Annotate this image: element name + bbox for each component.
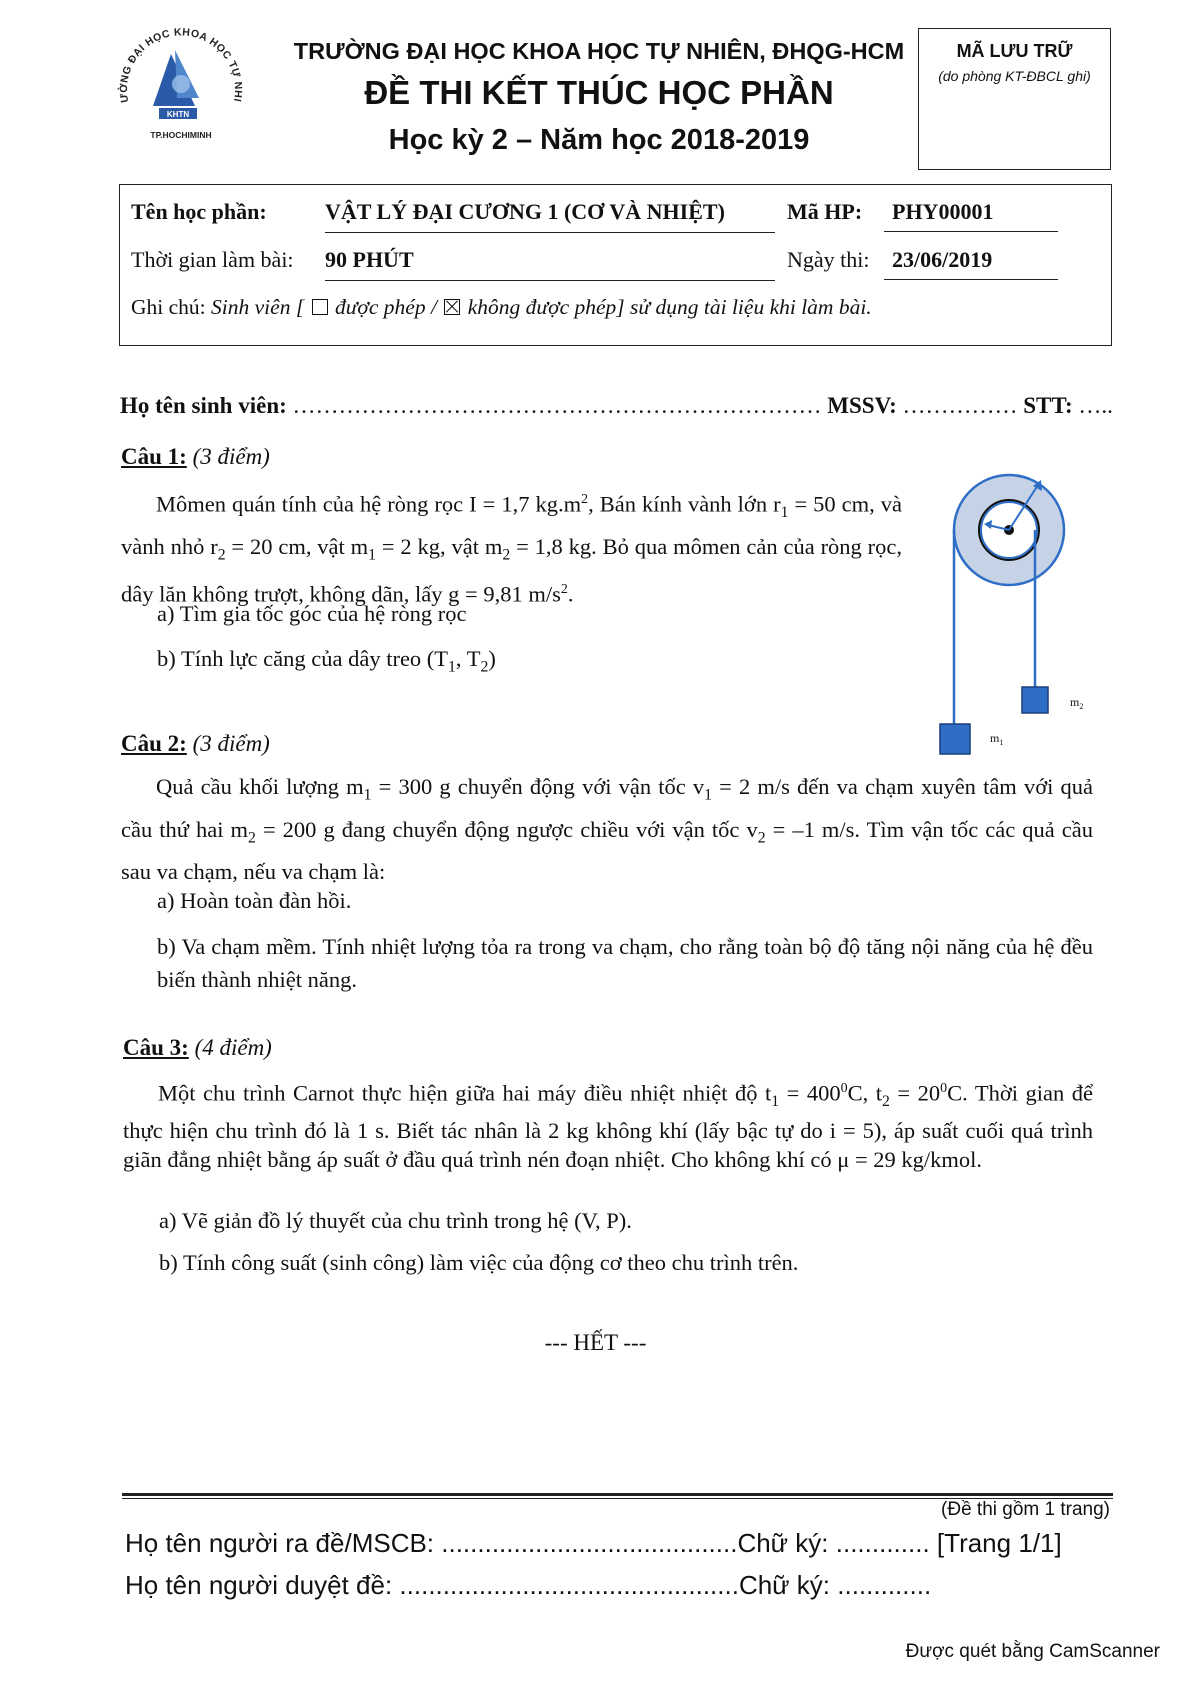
question-3-item-b: b) Tính công suất (sinh công) làm việc của động cơ theo chu trình trên. [159, 1250, 799, 1275]
course-code-value: PHY00001 [884, 199, 1058, 232]
course-label: Tên học phần: [131, 199, 267, 224]
student-id-dots: …………… [902, 393, 1018, 418]
question-1-points: (3 điểm) [192, 444, 270, 469]
date-value: 23/06/2019 [884, 247, 1058, 280]
material-note [131, 295, 872, 320]
archive-note: (do phòng KT-ĐBCL ghi) [938, 68, 1091, 84]
label-m2: $m_2$ [1070, 695, 1084, 711]
mass-m2 [1022, 687, 1048, 713]
question-3-points: (4 điểm) [194, 1035, 272, 1060]
reviewer-line [125, 1570, 931, 1601]
course-info-box [119, 184, 1112, 346]
question-1-item-b: b) Tính lực căng của dây treo ($T_1$, $T_2$) [157, 646, 496, 676]
student-order-label: STT: [1023, 393, 1073, 418]
question-2-number: Câu 2: [121, 731, 187, 756]
footer-rule [122, 1493, 1113, 1496]
note-allowed: được phép / [334, 295, 437, 319]
note-label: Ghi chú: [131, 295, 206, 319]
student-name-label: Họ tên sinh viên: [120, 393, 287, 418]
archive-box [918, 28, 1111, 170]
student-id-label: MSSV: [827, 393, 897, 418]
author-dots: ......................................... [441, 1528, 738, 1558]
reviewer-sign-label: Chữ ký: [738, 1570, 831, 1600]
reviewer-sign-dots: ............. [837, 1570, 932, 1600]
checkbox-not-allowed-icon [444, 299, 460, 315]
course-value: VẬT LÝ ĐẠI CƯƠNG 1 (CƠ VÀ NHIỆT) [325, 199, 775, 233]
university-name: TRƯỜNG ĐẠI HỌC KHOA HỌC TỰ NHIÊN, ĐHQG-HCM [293, 38, 905, 64]
exam-title: ĐỀ THI KẾT THÚC HỌC PHẦN [364, 74, 834, 111]
note-suffix: ] sử dụng tài liệu khi làm bài. [616, 295, 872, 319]
logo-badge: KHTN [166, 110, 190, 119]
student-name-dots: …………………………………………………………… [292, 393, 822, 418]
question-2-stem: Quả cầu khối lượng $m_1 = 300$ g chuyển động với vận tốc $v_1 = 2$ m/s đến va chạm xuyên tâm với quả cầu thứ hai $m_2 = 200$ g đang chuyển động ngược chiều với vận tốc $v_2 = -1$ m/s. Tìm vận tốc các quả cầu sau va chạm, nếu va chạm là: [121, 774, 1093, 884]
end-marker: --- HẾT --- [544, 1330, 647, 1355]
author-sign-dots: ............. [835, 1528, 930, 1558]
note-not-allowed: không được phép [467, 295, 617, 319]
question-1-number: Câu 1: [121, 444, 187, 469]
question-1-heading [121, 444, 270, 470]
question-3-stem: Một chu trình Carnot thực hiện giữa hai máy điều nhiệt nhiệt độ $t_1 = 400^0C$, $t_2 = 20^0C$. Thời gian để thực hiện chu trình đó là 1 s. Biết tác nhân là 2 kg không khí (lấy bậc tự do i = 5), áp suất cuối quá trình giãn đẳng nhiệt bằng áp suất ở đầu quá trình nén đoạn nhiệt. Cho không khí có μ = 29 kg/kmol. [123, 1080, 1093, 1172]
scan-watermark: Được quét bằng CamScanner [905, 1641, 1160, 1662]
author-line [125, 1528, 1062, 1559]
question-2-item-a: a) Hoàn toàn đàn hồi. [157, 888, 352, 913]
logo-ring-text: ƯỜNG ĐẠI HỌC KHOA HỌC TỰ NHI [117, 26, 245, 104]
reviewer-dots: ............................................... [399, 1570, 739, 1600]
student-order-dots: ….. [1078, 393, 1113, 418]
time-label: Thời gian làm bài: [131, 247, 294, 272]
question-2-heading [121, 731, 270, 757]
question-1-item-a: a) Tìm gia tốc góc của hệ ròng rọc [157, 601, 467, 626]
question-1-stem: Mômen quán tính của hệ ròng rọc I = 1,7 $kg.m^2$, Bán kính vành lớn $r_1 = 50$ cm, và vành nhỏ $r_2 = 20$ cm, vật $m_1 = 2$ kg, vật $m_2 = 1,8$ kg. Bỏ qua mômen cản của ròng rọc, dây lăn không trượt, không dãn, lấy g = 9,81 $m/s^2$. [121, 491, 903, 606]
question-3-item-a: a) Vẽ giản đồ lý thuyết của chu trình trong hệ (V, P). [159, 1208, 632, 1233]
question-2-points: (3 điểm) [192, 731, 270, 756]
label-m1: $m_1$ [990, 731, 1004, 747]
student-line [120, 393, 1113, 419]
time-value: 90 PHÚT [325, 247, 775, 281]
pulley-figure [930, 462, 1110, 762]
pages-note: (Đề thi gồm 1 trang) [941, 1499, 1110, 1520]
note-prefix: Sinh viên [ [211, 295, 305, 319]
university-logo [115, 26, 247, 144]
logo-city: TP.HOCHIMINH [150, 130, 212, 140]
question-3-heading [123, 1035, 272, 1061]
question-2-item-b: b) Va chạm mềm. Tính nhiệt lượng tỏa ra trong va chạm, cho rằng toàn bộ độ tăng nội năng của hệ đều biến thành nhiệt năng. [157, 934, 1093, 992]
page-label: [Trang 1/1] [936, 1528, 1062, 1558]
semester-title: Học kỳ 2 – Năm học 2018-2019 [388, 124, 810, 156]
course-code-label: Mã HP: [787, 199, 863, 224]
checkbox-allowed-icon [312, 299, 328, 315]
archive-title: MÃ LƯU TRỮ [956, 41, 1073, 61]
author-sign-label: Chữ ký: [737, 1528, 829, 1558]
reviewer-label: Họ tên người duyệt đề: [125, 1570, 393, 1600]
date-label: Ngày thi: [787, 247, 870, 272]
mass-m1 [940, 724, 970, 754]
question-3-number: Câu 3: [123, 1035, 189, 1060]
author-label: Họ tên người ra đề/MSCB: [125, 1528, 435, 1558]
